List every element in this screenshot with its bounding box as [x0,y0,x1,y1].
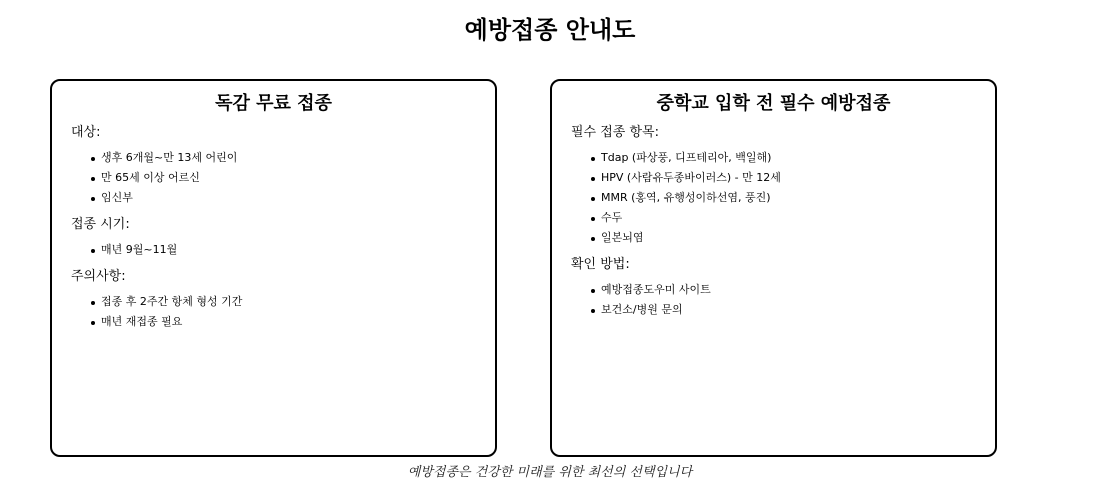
item-list [571,280,995,320]
list-item: 매년 재접종 필요 [91,312,495,332]
item-list [71,240,495,260]
item-list [71,148,495,208]
list-item: 보건소/병원 문의 [591,300,995,320]
list-item: HPV (사람유두종바이러스) - 만 12세 [591,168,995,188]
list-item: MMR (홍역, 유행성이하선염, 풍진) [591,188,995,208]
list-item: 일본뇌염 [591,228,995,248]
item-list [571,148,995,248]
section-heading: 접종 시기: [71,217,130,232]
section-target [71,124,495,208]
card-title: 중학교 입학 전 필수 예방접종 [656,93,891,114]
card-middle-school-vaccination [550,79,997,457]
card-flu-vaccination [50,79,497,457]
section-heading: 주의사항: [71,269,126,284]
section-heading: 대상: [71,125,101,140]
footer-note: 예방접종은 건강한 미래를 위한 최선의 선택입니다 [407,465,693,480]
list-item: 접종 후 2주간 항체 형성 기간 [91,292,495,312]
list-item: 임신부 [91,188,495,208]
list-item: 생후 6개월~만 13세 어린이 [91,148,495,168]
list-item: Tdap (파상풍, 디프테리아, 백일해) [591,148,995,168]
list-item: 만 65세 이상 어르신 [91,168,495,188]
section-check-method [571,256,995,320]
list-item: 수두 [591,208,995,228]
card-title: 독감 무료 접종 [215,93,332,114]
page-title: 예방접종 안내도 [464,16,636,44]
item-list [71,292,495,332]
list-item: 매년 9월~11월 [91,240,495,260]
section-timing [71,216,495,260]
section-required-items [571,124,995,248]
section-precautions [71,268,495,332]
section-heading: 확인 방법: [571,257,630,272]
list-item: 예방접종도우미 사이트 [591,280,995,300]
section-heading: 필수 접종 항목: [571,125,659,140]
